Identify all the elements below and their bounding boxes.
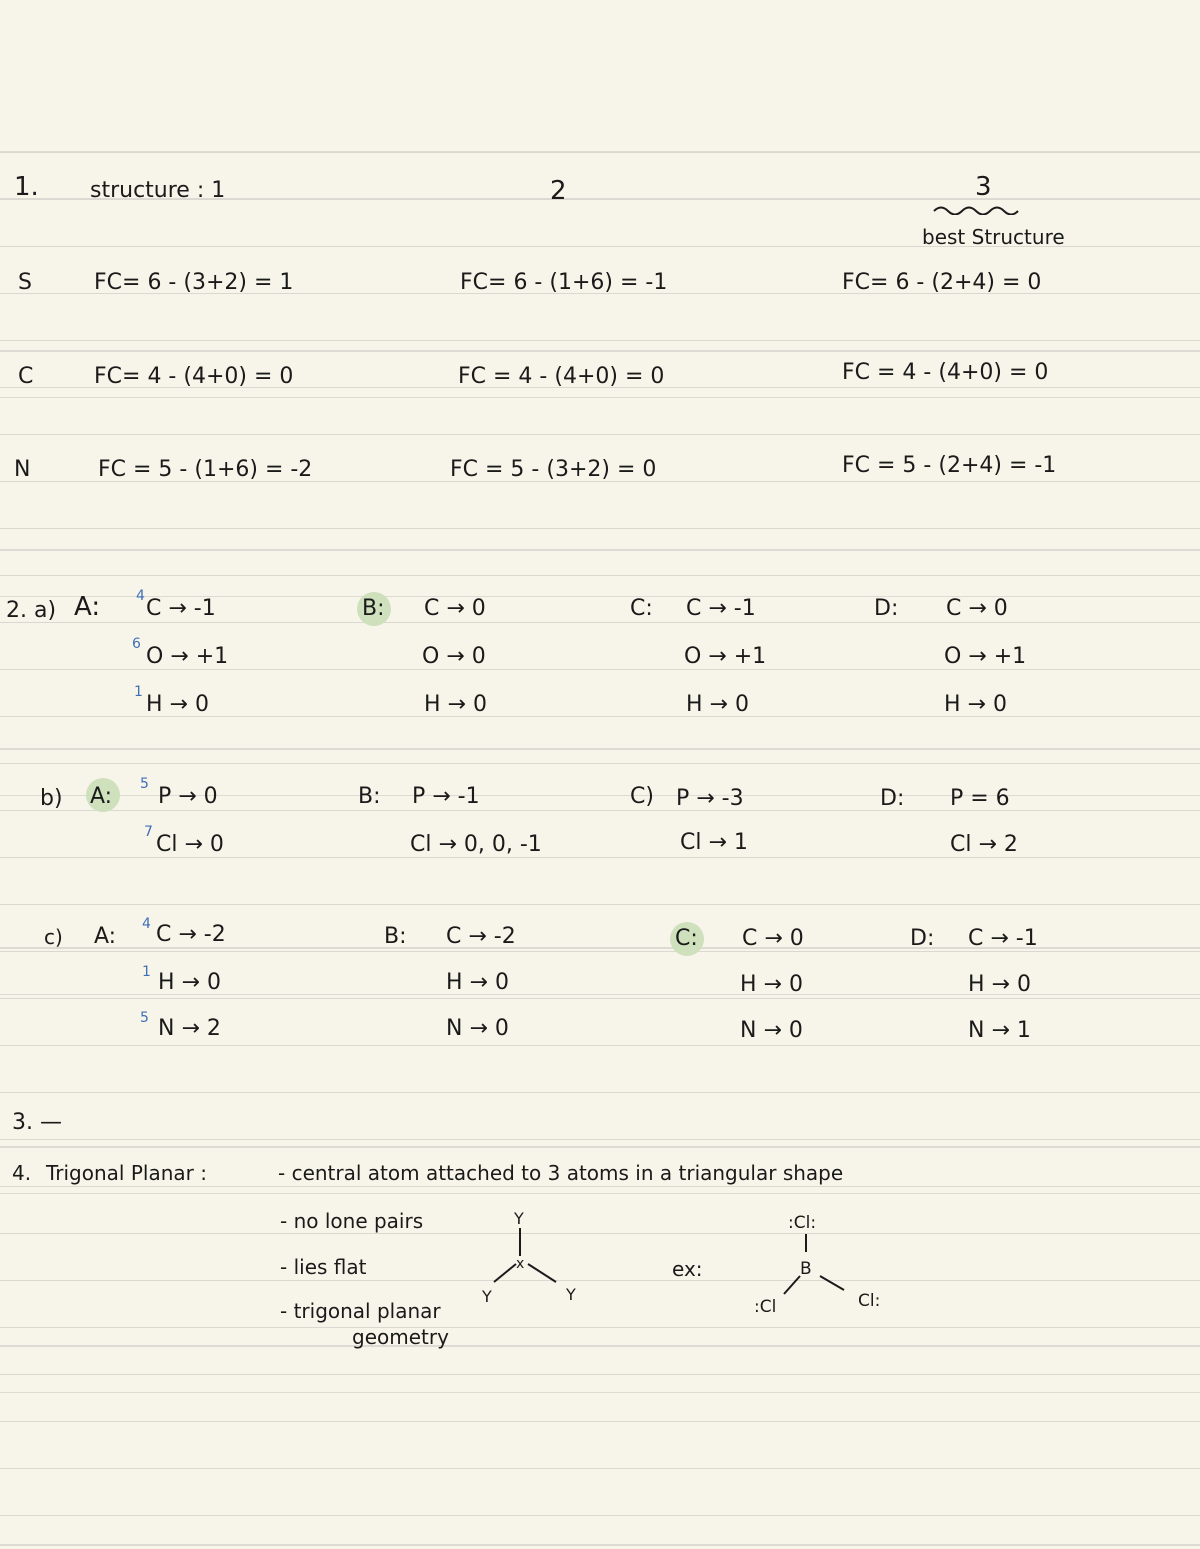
squiggle-underline-icon (932, 203, 1022, 215)
q2b-b-line-2: Cl → 0, 0, -1 (410, 832, 542, 857)
trigonal-planar-generic-diagram (476, 1206, 586, 1316)
q1-s-fc-1: FC= 6 - (3+2) = 1 (94, 270, 294, 295)
q2a-d-letter: D: (874, 596, 899, 621)
q2a-d-line-2: O → +1 (944, 644, 1027, 669)
example-top-atom: :Cl: (788, 1213, 817, 1233)
q4-bullet-2: - no lone pairs (280, 1209, 424, 1233)
q2a-b-line-3: H → 0 (424, 692, 487, 717)
q2b-a-line-2: Cl → 0 (156, 832, 224, 857)
q2a-a-letter: A: (74, 592, 101, 622)
q2c-label: c) (44, 925, 63, 949)
q4-number: 4. (12, 1161, 32, 1185)
q2c-a-letter: A: (94, 924, 117, 949)
q2c-c-line-2: H → 0 (740, 972, 803, 997)
generic-center-atom: x (516, 1256, 525, 1272)
q2b-b-line-1: P → -1 (412, 784, 480, 809)
q2b-a-line-1: P → 0 (158, 784, 218, 809)
q2a-label: 2. a) (6, 598, 57, 623)
q1-col3-header: 3 (975, 172, 992, 202)
q2a-d-line-1: C → 0 (946, 596, 1008, 621)
q1-atom-c: C (18, 364, 34, 389)
q2a-c-line-3: H → 0 (686, 692, 749, 717)
q2c-a-line-1: C → -2 (156, 922, 226, 947)
q2c-c-letter: C: (675, 926, 698, 951)
q2b-a-sup-1: 5 (140, 776, 149, 792)
q2c-b-line-3: N → 0 (446, 1016, 509, 1041)
q2c-a-sup-1: 4 (142, 916, 151, 932)
q1-best-structure-note: best Structure (922, 225, 1065, 249)
q1-atom-s: S (18, 270, 32, 295)
q4-bullet-4: - trigonal planar (280, 1299, 441, 1323)
example-center-atom: B (800, 1259, 812, 1279)
q2c-a-sup-3: 5 (140, 1010, 149, 1026)
q2b-b-letter: B: (358, 784, 381, 809)
q2a-a-sup-1: 4 (136, 588, 145, 604)
q2a-a-line-2: O → +1 (146, 644, 229, 669)
q1-c-fc-2: FC = 4 - (4+0) = 0 (458, 364, 665, 389)
q2c-c-line-1: C → 0 (742, 926, 804, 951)
generic-left-atom: Y (482, 1287, 492, 1306)
q2a-a-sup-3: 1 (134, 684, 143, 700)
q2c-d-line-2: H → 0 (968, 972, 1031, 997)
q4-bullet-3: - lies flat (280, 1255, 367, 1279)
q2a-a-sup-2: 6 (132, 636, 141, 652)
q2a-d-line-3: H → 0 (944, 692, 1007, 717)
q2a-a-line-3: H → 0 (146, 692, 209, 717)
q2b-d-line-2: Cl → 2 (950, 832, 1018, 857)
q2b-c-letter: C) (630, 784, 654, 809)
q2a-c-line-1: C → -1 (686, 596, 756, 621)
q2b-c-line-1: P → -3 (676, 786, 744, 811)
example-left-atom: :Cl (754, 1297, 777, 1317)
q2c-a-sup-2: 1 (142, 964, 151, 980)
q2c-a-line-2: H → 0 (158, 970, 221, 995)
q4-example-label: ex: (672, 1257, 703, 1281)
q1-c-fc-1: FC= 4 - (4+0) = 0 (94, 364, 294, 389)
q2c-d-letter: D: (910, 926, 935, 951)
q4-title: Trigonal Planar : (46, 1161, 207, 1185)
bcl3-example-diagram (752, 1206, 902, 1326)
q1-n-fc-1: FC = 5 - (1+6) = -2 (98, 457, 313, 482)
q1-s-fc-3: FC= 6 - (2+4) = 0 (842, 270, 1042, 295)
q2a-b-line-1: C → 0 (424, 596, 486, 621)
q1-n-fc-2: FC = 5 - (3+2) = 0 (450, 457, 657, 482)
q1-s-fc-2: FC= 6 - (1+6) = -1 (460, 270, 668, 295)
q2a-a-line-1: C → -1 (146, 596, 216, 621)
q2a-b-letter: B: (362, 596, 385, 621)
q2b-a-sup-2: 7 (144, 824, 153, 840)
q2a-b-line-2: O → 0 (422, 644, 486, 669)
q2c-b-line-1: C → -2 (446, 924, 516, 949)
generic-right-atom: Y (566, 1285, 576, 1304)
q4-bullet-1: - central atom attached to 3 atoms in a triangular shape (278, 1161, 844, 1185)
q2c-b-letter: B: (384, 924, 407, 949)
q2b-label: b) (40, 786, 63, 811)
q2b-d-letter: D: (880, 786, 905, 811)
example-right-atom: Cl: (858, 1291, 881, 1311)
q2c-c-line-3: N → 0 (740, 1018, 803, 1043)
q2c-a-line-3: N → 2 (158, 1016, 221, 1041)
q2c-b-line-2: H → 0 (446, 970, 509, 995)
q2b-d-line-1: P = 6 (950, 786, 1010, 811)
q4-bullet-5: geometry (352, 1325, 449, 1349)
generic-top-atom: Y (514, 1209, 524, 1228)
q2a-c-line-2: O → +1 (684, 644, 767, 669)
q1-structure-label: structure : 1 (90, 178, 226, 203)
q1-n-fc-3: FC = 5 - (2+4) = -1 (842, 453, 1057, 478)
q3-text: 3. — (12, 1110, 62, 1135)
q2b-c-line-2: Cl → 1 (680, 830, 748, 855)
q2a-c-letter: C: (630, 596, 653, 621)
q1-col2-header: 2 (550, 176, 567, 206)
q1-number: 1. (14, 172, 39, 202)
q2c-d-line-3: N → 1 (968, 1018, 1031, 1043)
q2c-d-line-1: C → -1 (968, 926, 1038, 951)
q1-atom-n: N (14, 457, 31, 482)
q1-c-fc-3: FC = 4 - (4+0) = 0 (842, 360, 1049, 385)
q2b-a-letter: A: (90, 784, 113, 809)
